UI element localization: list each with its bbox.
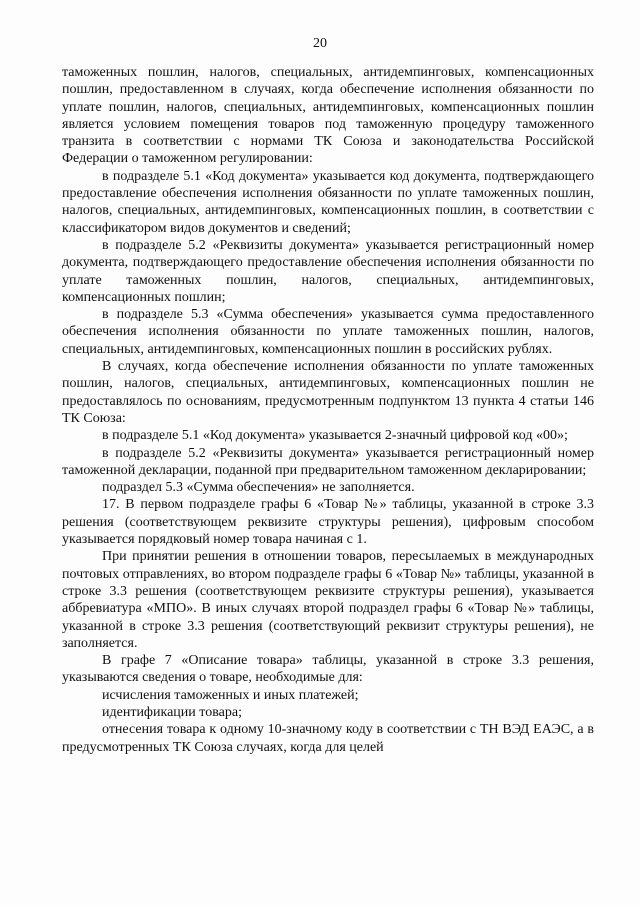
paragraph-no-guarantee-cases: В случаях, когда обеспечение исполнения обязанности по уплате таможенных пошлин, налогов, специальных, антидемпинговых, компенсационных пошлин не предоставлялось по основаниям, предусмотренным подпунктом 13 пункта 4 статьи 146 ТК Союза: — [62, 359, 594, 426]
document-body — [62, 64, 594, 756]
paragraph-item-17: 17. В первом подразделе графы 6 «Товар №» таблицы, указанной в строке 3.3 решения (соответствующем реквизите структуры решения), цифровым способом указывается порядковый номер товара начиная с 1. — [62, 497, 594, 548]
paragraph-continuation: таможенных пошлин, налогов, специальных, антидемпинговых, компенсационных пошлин, предоставленном в случаях, когда обеспечение исполнения обязанности по уплате пошлин, налогов, специальных, антидемпинговых, компенсационных пошлин является условием помещения товаров под таможенную процедуру таможенного транзита в соответствии с нормами ТК Союза и законодательства Российской Федерации о таможенном регулировании: — [62, 65, 594, 167]
paragraph-sum-not-filled: подраздел 5.3 «Сумма обеспечения» не заполняется. — [102, 480, 415, 496]
paragraph-column-7: В графе 7 «Описание товара» таблицы, указанной в строке 3.3 решения, указываются сведения о товаре, необходимые для: — [62, 653, 594, 686]
paragraph-subsection-5-3: в подразделе 5.3 «Сумма обеспечения» указывается сумма предоставленного обеспечения исполнения обязанности по уплате таможенных пошлин, налогов, специальных, антидемпинговых, компенсационных пошлин в российских рублях. — [62, 307, 594, 357]
list-item-classification: отнесения товара к одному 10-значному коду в соответствии с ТН ВЭД ЕАЭС, а в предусмотренных ТК Союза случаях, когда для целей — [62, 722, 594, 755]
list-item-identification: идентификации товара; — [102, 704, 242, 720]
page-number: 20 — [313, 36, 327, 51]
paragraph-mpo: При принятии решения в отношении товаров, пересылаемых в международных почтовых отправлениях, во втором подразделе графы 6 «Товар №» таблицы, указанной в строке 3.3 решения (соответствующем реквизите структуры решения), указывается аббревиатура «МПО». В иных случаях второй подраздел графы 6 «Товар №» таблицы, указанной в строке 3.3 решения (соответствующий реквизит структуры решения), не заполняется. — [62, 549, 594, 651]
paragraph-subsection-5-2: в подразделе 5.2 «Реквизиты документа» указывается регистрационный номер документа, подтверждающего предоставление обеспечения исполнения обязанности по уплате таможенных пошлин, налогов, специальных, антидемпинговых, компенсационных пошлин; — [62, 237, 594, 305]
list-item-payments: исчисления таможенных и иных платежей; — [102, 687, 359, 703]
paragraph-subsection-5-1: в подразделе 5.1 «Код документа» указывается код документа, подтверждающего предоставление обеспечения исполнения обязанности по уплате таможенных пошлин, налогов, специальных, антидемпинговых, компенсационных пошлин, в соответствии с классификатором видов документов и сведений; — [62, 168, 594, 236]
paragraph-code-00: в подразделе 5.1 «Код документа» указывается 2-значный цифровой код «00»; — [102, 428, 568, 444]
paragraph-declaration-number: в подразделе 5.2 «Реквизиты документа» указывается регистрационный номер таможенной декларации, поданной при предварительном таможенном декларировании; — [62, 445, 594, 478]
